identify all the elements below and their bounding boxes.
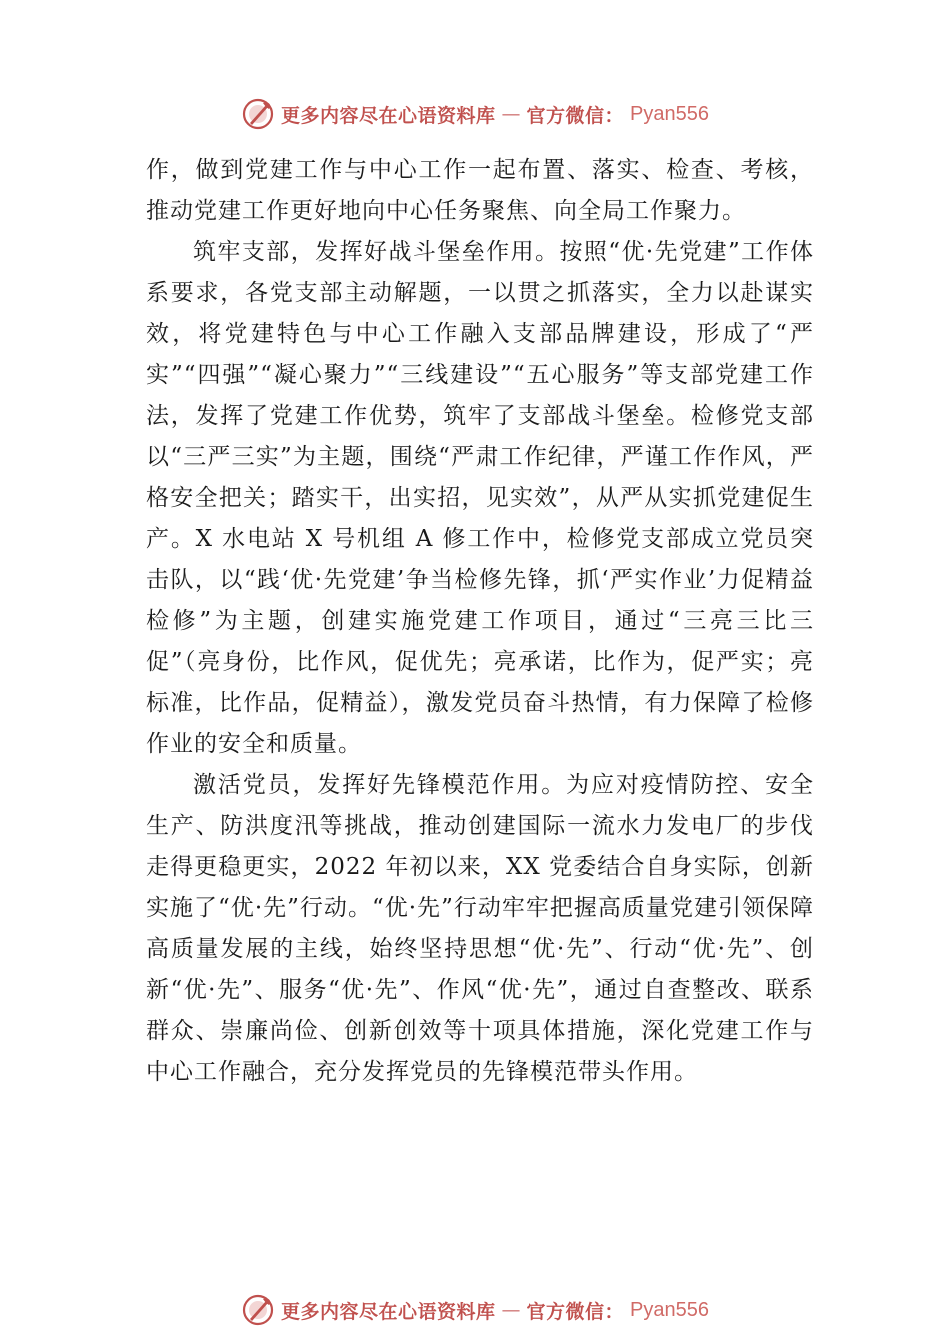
banner-separator: —	[501, 1299, 521, 1321]
paragraph-continuation: 作，做到党建工作与中心工作一起布置、落实、检查、考核，推动党建工作更好地向中心任务聚焦、向全局工作聚力。	[146, 157, 814, 224]
footer-watermark-banner	[0, 1290, 950, 1330]
header-watermark-banner	[0, 94, 950, 134]
banner-wechat-label: 官方微信：	[526, 1300, 625, 1323]
document-body	[146, 150, 814, 1093]
banner-wechat-id: Pyan556	[630, 102, 709, 125]
quill-seal-icon	[241, 1293, 275, 1327]
paragraph-activate-members: 激活党员，发挥好先锋模范作用。为应对疫情防控、安全生产、防洪度汛等挑战，推动创建国际一流水力发电厂的步伐走得更稳更实，2022 年初以来，XX 党委结合自身实际，创新实施了“优·先”行动。“优·先”行动牢牢把握高质量党建引领保障高质量发展的主线，始终坚持思想“优·先”、行动“优·先”、创新“优·先”、服务“优·先”、作风“优·先”，通过自查整改、联系群众、崇廉尚俭、创新创效等十项具体措施，深化党建工作与中心工作融合，充分发挥党员的先锋模范带头作用。	[146, 772, 814, 1085]
banner-main-text: 更多内容尽在心语资料库	[281, 104, 496, 127]
banner-wechat-label: 官方微信：	[526, 104, 625, 127]
paragraph-strengthen-branch: 筑牢支部，发挥好战斗堡垒作用。按照“优·先党建”工作体系要求，各党支部主动解题，一以贯之抓落实，全力以赴谋实效，将党建特色与中心工作融入支部品牌建设，形成了“严实”“四强”“凝心聚力”“三线建设”“五心服务”等支部党建工作法，发挥了党建工作优势，筑牢了支部战斗堡垒。检修党支部以“三严三实”为主题，围绕“严肃工作纪律，严谨工作作风，严格安全把关；踏实干，出实招，见实效”，从严从实抓党建促生产。X 水电站 X 号机组 A 修工作中，检修党支部成立党员突击队，以“践‘优·先党建’争当检修先锋，抓‘严实作业’力促精益检修”为主题，创建实施党建工作项目，通过“三亮三比三促”（亮身份，比作风，促优先；亮承诺，比作为，促严实；亮标准，比作品，促精益），激发党员奋斗热情，有力保障了检修作业的安全和质量。	[146, 239, 814, 757]
banner-wechat-id: Pyan556	[630, 1298, 709, 1321]
quill-seal-icon	[241, 97, 275, 131]
banner-separator: —	[501, 103, 521, 125]
banner-main-text: 更多内容尽在心语资料库	[281, 1300, 496, 1323]
